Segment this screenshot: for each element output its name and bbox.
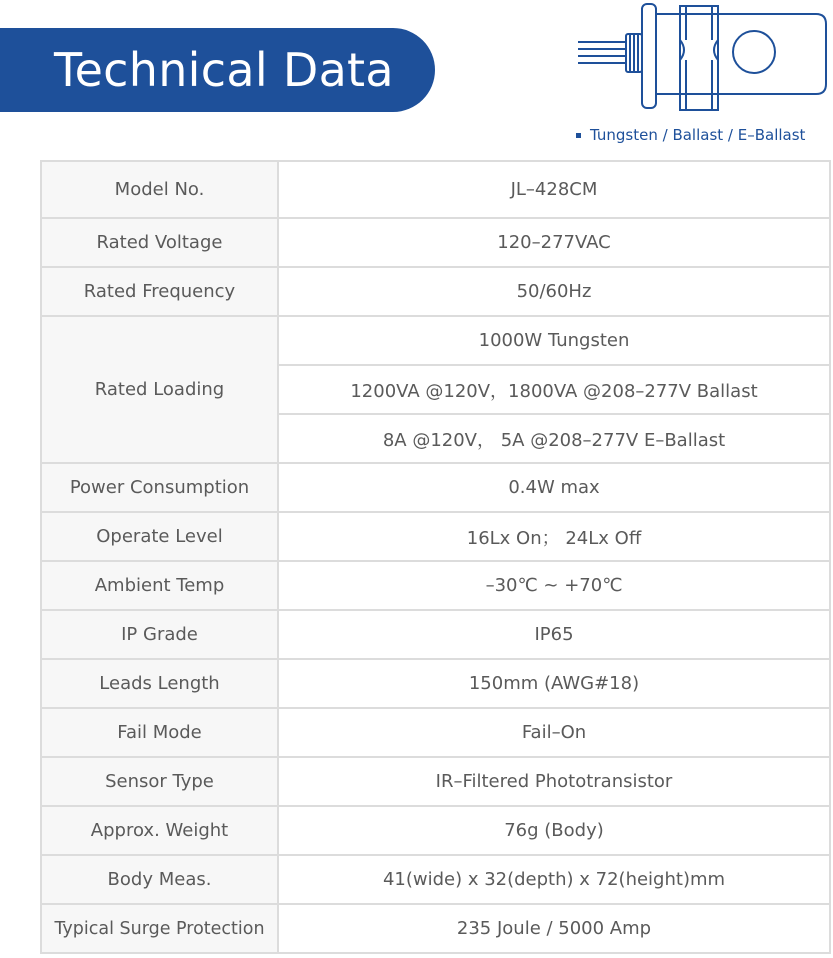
spec-value: 235 Joule / 5000 Amp: [278, 904, 830, 953]
table-row: [41, 708, 830, 757]
table-row: [41, 463, 830, 512]
legend-bullet-icon: [576, 133, 581, 138]
spec-label: Rated Voltage: [41, 218, 278, 267]
table-row: [41, 855, 830, 904]
spec-label: Body Meas.: [41, 855, 278, 904]
spec-value: 50/60Hz: [278, 267, 830, 316]
spec-value: 41(wide) x 32(depth) x 72(height)mm: [278, 855, 830, 904]
spec-value: 1200VA @120V，1800VA @208–277V Ballast: [278, 365, 830, 414]
table-row: [41, 806, 830, 855]
table-row: [41, 757, 830, 806]
title-banner: [0, 28, 435, 112]
table-row: [41, 659, 830, 708]
spec-value: Fail–On: [278, 708, 830, 757]
table-row: [41, 267, 830, 316]
table-row: [41, 610, 830, 659]
technical-data-table: [40, 160, 831, 954]
spec-label: Power Consumption: [41, 463, 278, 512]
spec-label: Operate Level: [41, 512, 278, 561]
spec-label: Model No.: [41, 161, 278, 218]
spec-value: 76g (Body): [278, 806, 830, 855]
spec-value: IP65: [278, 610, 830, 659]
spec-label: Approx. Weight: [41, 806, 278, 855]
table-row: [41, 218, 830, 267]
photocell-wiring-diagram: [574, 0, 829, 122]
table-row: [41, 512, 830, 561]
spec-value: 16Lx On； 24Lx Off: [278, 512, 830, 561]
table-row: [41, 561, 830, 610]
table-row: [41, 316, 830, 365]
spec-label: Ambient Temp: [41, 561, 278, 610]
spec-value: 8A @120V， 5A @208–277V E–Ballast: [278, 414, 830, 463]
spec-value: 1000W Tungsten: [278, 316, 830, 365]
spec-label: Typical Surge Protection: [41, 904, 278, 953]
page-title: Technical Data: [54, 43, 394, 97]
spec-label: Leads Length: [41, 659, 278, 708]
spec-value: 150mm (AWG#18): [278, 659, 830, 708]
spec-value: –30℃ ~ +70℃: [278, 561, 830, 610]
spec-label: Rated Frequency: [41, 267, 278, 316]
table-row: [41, 904, 830, 953]
spec-label: Fail Mode: [41, 708, 278, 757]
spec-value: IR–Filtered Phototransistor: [278, 757, 830, 806]
table-row: [41, 161, 830, 218]
spec-label: Sensor Type: [41, 757, 278, 806]
spec-value: 0.4W max: [278, 463, 830, 512]
spec-value: JL–428CM: [278, 161, 830, 218]
load-type-legend: [576, 125, 805, 145]
spec-label: Rated Loading: [41, 316, 278, 463]
spec-value: 120–277VAC: [278, 218, 830, 267]
legend-text: Tungsten / Ballast / E–Ballast: [590, 126, 806, 144]
spec-label: IP Grade: [41, 610, 278, 659]
